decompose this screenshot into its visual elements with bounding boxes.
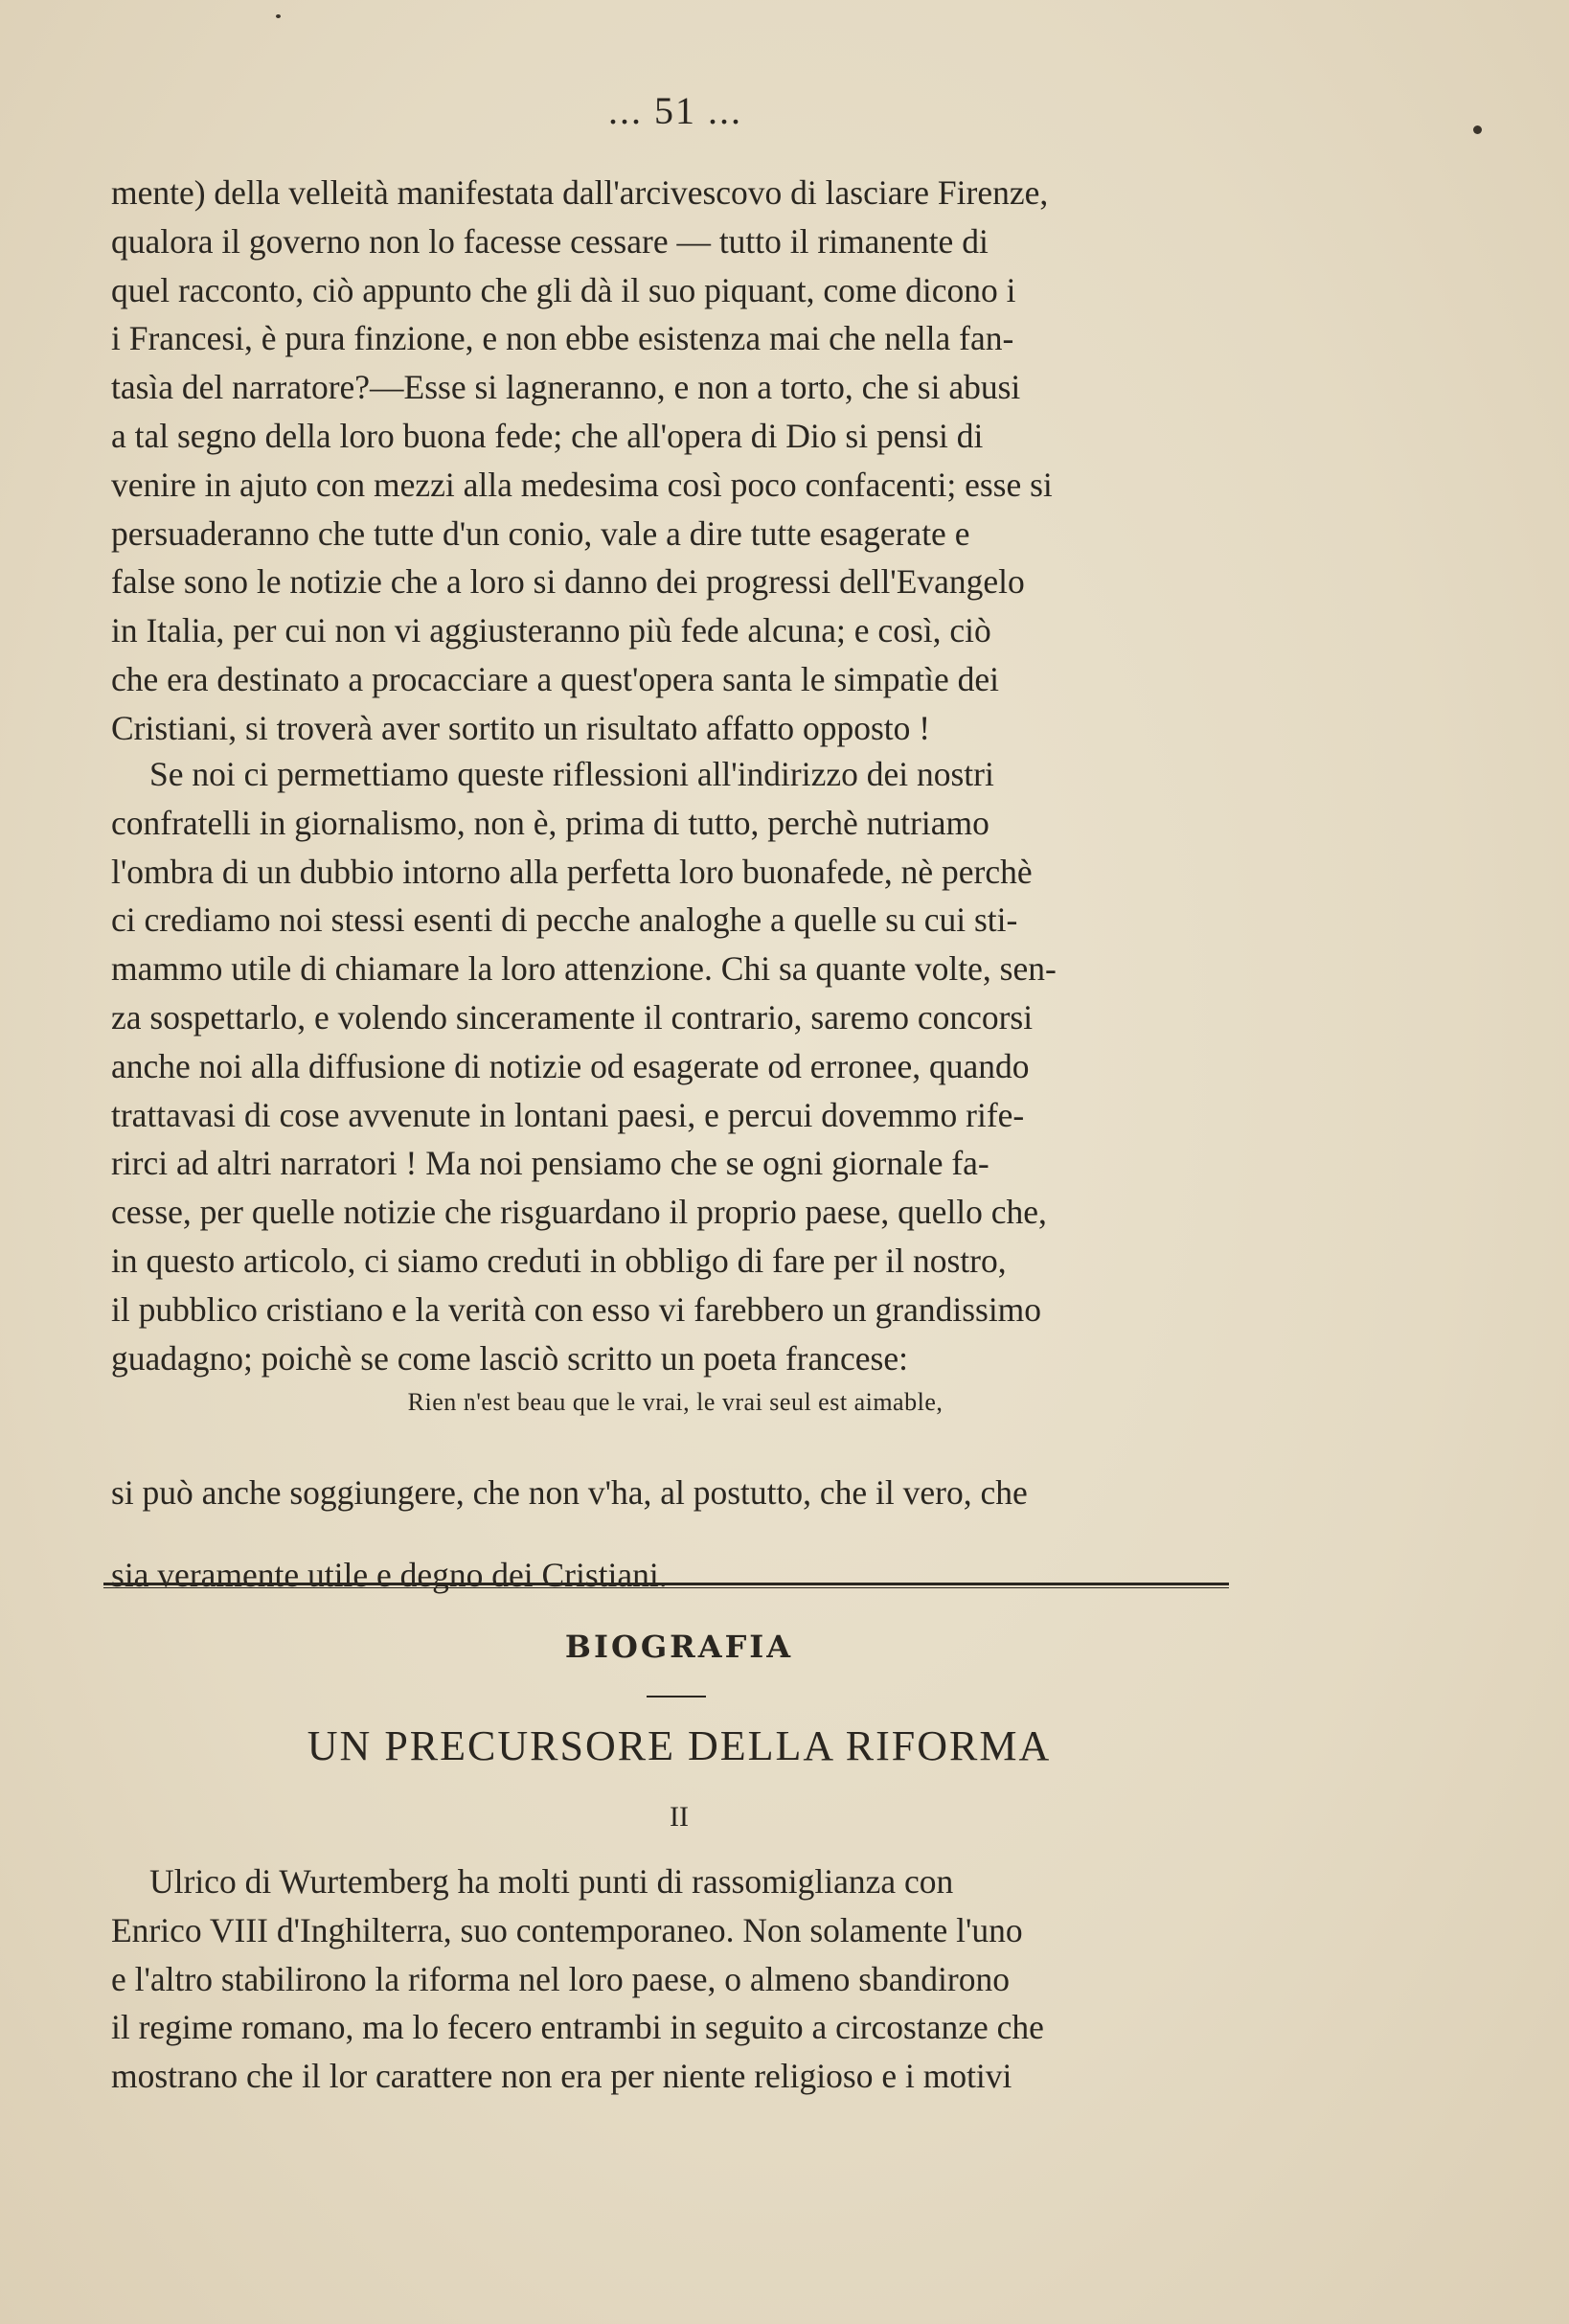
text-line: guadagno; poichè se come lasciò scritto un poeta francese: (111, 1338, 908, 1378)
text-line: a tal segno della loro buona fede; che all'opera di Dio si pensi di (111, 416, 984, 455)
paragraph-continuation (111, 1434, 1257, 1633)
text-line: il pubblico cristiano e la verità con esso vi farebbero un grandissimo (111, 1289, 1042, 1329)
text-line: l'ombra di un dubbio intorno alla perfetta loro buonafede, nè perchè (111, 852, 1033, 891)
text-line: cesse, per quelle notizie che risguardano il proprio paese, quello che, (111, 1193, 1047, 1232)
text-line: si può anche soggiungere, che non v'ha, al postutto, che il vero, che (111, 1472, 1028, 1512)
section-divider (103, 1583, 1229, 1588)
text-line: in Italia, per cui non vi aggiusteranno più fede alcuna; e così, ciò (111, 611, 991, 650)
text-line: quel racconto, ciò appunto che gli dà il suo piquant, come dicono i (111, 270, 1016, 309)
text-line: Enrico VIII d'Inghilterra, suo contemporaneo. Non solamente l'uno (111, 1910, 1023, 1949)
text-line: tasìa del narratore?—Esse si lagneranno, e non a torto, che si abusi (111, 368, 1021, 407)
page-number: ... 51 ... (608, 89, 742, 132)
text-line: che era destinato a procacciare a quest'opera santa le simpatìe dei (111, 659, 999, 698)
text-line: persuaderanno che tutte d'un conio, vale a dire tutte esagerate e (111, 513, 970, 553)
paragraph-continuation (111, 169, 1257, 753)
ink-speck (1473, 125, 1482, 134)
section-label: BIOGRAFIA (564, 1629, 794, 1665)
text-line: in questo articolo, ci siamo creduti in obbligo di fare per il nostro, (111, 1241, 1007, 1280)
text-line: mente) della velleità manifestata dall'arcivescovo di lasciare Firenze, (111, 173, 1049, 212)
text-line: za sospettarlo, e volendo sinceramente il contrario, saremo concorsi (111, 997, 1034, 1037)
part-number: II (670, 1801, 689, 1833)
text-line: sia veramente utile e degno dei Cristiani. (111, 1555, 668, 1594)
text-line: Ulrico di Wurtemberg ha molti punti di rassomiglianza con (149, 1862, 954, 1901)
text-line: qualora il governo non lo facesse cessare — tutto il rimanente di (111, 221, 989, 261)
text-line: mostrano che il lor carattere non era per niente religioso e i motivi (111, 2057, 1012, 2096)
text-line: rirci ad altri narratori ! Ma noi pensiamo che se ogni giornale fa- (111, 1144, 989, 1183)
verse-quote: Rien n'est beau que le vrai, le vrai seul est aimable, (407, 1388, 944, 1416)
text-line: trattavasi di cose avvenute in lontani paesi, e percui dovemmo rife- (111, 1095, 1025, 1134)
text-line: i Francesi, è pura finzione, e non ebbe esistenza mai che nella fan- (111, 319, 1014, 358)
text-line: il regime romano, ma lo fecero entrambi in seguito a circostanze che (111, 2008, 1044, 2047)
text-line: venire in ajuto con mezzi alla medesima così poco confacenti; esse si (111, 465, 1053, 504)
ink-speck (276, 14, 281, 18)
text-line: false sono le notizie che a loro si danno dei progressi dell'Evangelo (111, 562, 1025, 602)
text-line: Cristiani, si troverà aver sortito un risultato affatto opposto ! (111, 708, 931, 747)
short-divider (647, 1696, 706, 1697)
text-line: anche noi alla diffusione di notizie od esagerate od erronee, quando (111, 1046, 1030, 1085)
article-title: UN PRECURSORE DELLA RIFORMA (307, 1722, 1052, 1769)
text-line: confratelli in giornalismo, non è, prima di tutto, perchè nutriamo (111, 803, 989, 842)
text-line: Se noi ci permettiamo queste riflessioni all'indirizzo dei nostri (149, 755, 994, 793)
paragraph (111, 750, 1257, 1382)
text-line: mammo utile di chiamare la loro attenzione. Chi sa quante volte, sen- (111, 949, 1057, 989)
paragraph (111, 1857, 1257, 2101)
text-line: e l'altro stabilirono la riforma nel loro paese, o almeno sbandirono (111, 1959, 1010, 1998)
text-line: ci crediamo noi stessi esenti di pecche analoghe a quelle su cui sti- (111, 900, 1018, 940)
